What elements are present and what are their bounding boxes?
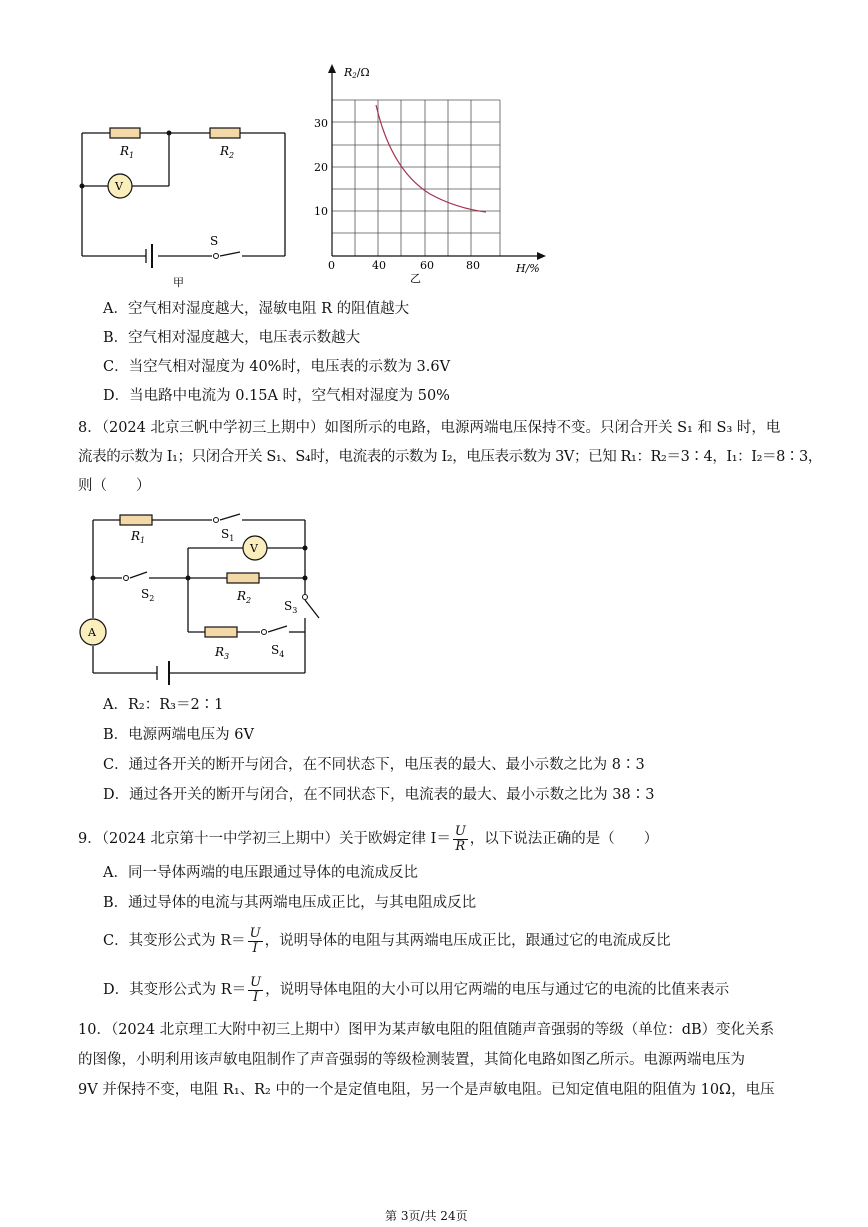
q8-option-b: B．电源两端电压为 6V (103, 727, 254, 743)
x-tick-0: 0 (328, 259, 335, 272)
q8-s4-label: $S_4$ (271, 643, 285, 659)
q10-stem-line2: 的图像，小明利用该声敏电阻制作了声音强弱的等级检测装置，其简化电路如图乙所示。电源两端电压为 (78, 1052, 745, 1068)
q8-s3-label: $S_3$ (284, 599, 298, 615)
q8-stem-line1: 8．（2024 北京三帆中学初三上期中）如图所示的电路，电源两端电压保持不变。只闭合开关 S₁ 和 S₃ 时，电 (78, 420, 781, 436)
q9-stem: 9．（2024 北京第十一中学初三上期中）关于欧姆定律 I＝ $\frac{U}{R}$ ，以下说法正确的是（ ） (78, 823, 659, 854)
q7-option-d: D．当电路中电流为 0.15A 时，空气相对湿度为 50% (103, 388, 450, 404)
graph-yi (300, 60, 550, 285)
q8-option-a: A．R₂：R₃＝2∶1 (103, 697, 224, 713)
graph-ylabel: R2/Ω (344, 66, 370, 80)
q7-option-b: B．空气相对湿度越大，电压表示数越大 (103, 330, 361, 346)
q8-s2-label: $S_2$ (141, 587, 155, 603)
humidity-resistance-curve (376, 105, 486, 212)
q8-stem-line2: 流表的示数为 I₁；只闭合开关 S₁、S₄时，电流表的示数为 I₂，电压表示数为 3V；已知 R₁：R₂＝3∶4，I₁：I₂＝8∶3， (78, 449, 822, 465)
r1-label: $R_1$ (120, 144, 135, 160)
y-tick-10: 10 (314, 205, 328, 218)
q8-stem-line3: 则（ ） (78, 478, 151, 494)
q8-r2-label: $R_2$ (237, 589, 252, 605)
r2-label: $R_2$ (220, 144, 235, 160)
q8-option-c: C．通过各开关的断开与闭合，在不同状态下，电压表的最大、最小示数之比为 8∶3 (103, 757, 645, 773)
switch-label: S (210, 234, 219, 248)
y-tick-20: 20 (314, 161, 328, 174)
q8-voltmeter-label: V (250, 542, 258, 555)
x-tick-60: 60 (420, 259, 434, 272)
q8-option-d: D．通过各开关的断开与闭合，在不同状态下，电流表的最大、最小示数之比为 38∶3 (103, 787, 655, 803)
x-tick-40: 40 (372, 259, 386, 272)
q9-option-a: A．同一导体两端的电压跟通过导体的电流成反比 (103, 865, 418, 881)
q8-ammeter-label: A (88, 626, 96, 639)
q8-s1-label: $S_1$ (221, 527, 235, 543)
q9-option-c: C．其变形公式为 R＝ $\frac{U}{I}$ ，说明导体的电阻与其两端电压成正比，跟通过它的电流成反比 (103, 925, 671, 956)
q10-stem-line3: 9V 并保持不变，电阻 R₁、R₂ 中的一个是定值电阻，另一个是声敏电阻。已知定值电阻的阻值为 10Ω，电压 (78, 1082, 775, 1098)
graph-xlabel: H/% (516, 262, 540, 275)
q9-option-b: B．通过导体的电流与其两端电压成正比，与其电阻成反比 (103, 895, 477, 911)
caption-yi: 乙 (410, 272, 421, 285)
page-footer: 第 3页/共 24页 (385, 1209, 468, 1223)
circuit-jia (70, 115, 300, 290)
q7-option-a: A．空气相对湿度越大，湿敏电阻 R 的阻值越大 (103, 301, 410, 317)
q9-ohm-fraction: $\frac{U}{R}$ (454, 823, 466, 854)
x-tick-80: 80 (466, 259, 480, 272)
circuit-q8 (75, 500, 330, 690)
q8-r1-label: $R_1$ (131, 529, 146, 545)
q7-option-c: C．当空气相对湿度为 40%时，电压表的示数为 3.6V (103, 359, 451, 375)
y-tick-30: 30 (314, 117, 328, 130)
q9-option-d: D．其变形公式为 R＝ $\frac{U}{I}$ ，说明导体电阻的大小可以用它两端的电压与通过它的电流的比值来表示 (103, 974, 730, 1005)
caption-jia: 甲 (173, 276, 184, 289)
q10-stem-line1: 10．（2024 北京理工大附中初三上期中）图甲为某声敏电阻的阻值随声音强弱的等级（单位：dB）变化关系 (78, 1022, 775, 1038)
voltmeter-label: V (115, 180, 123, 193)
q8-r3-label: $R_3$ (215, 645, 230, 661)
